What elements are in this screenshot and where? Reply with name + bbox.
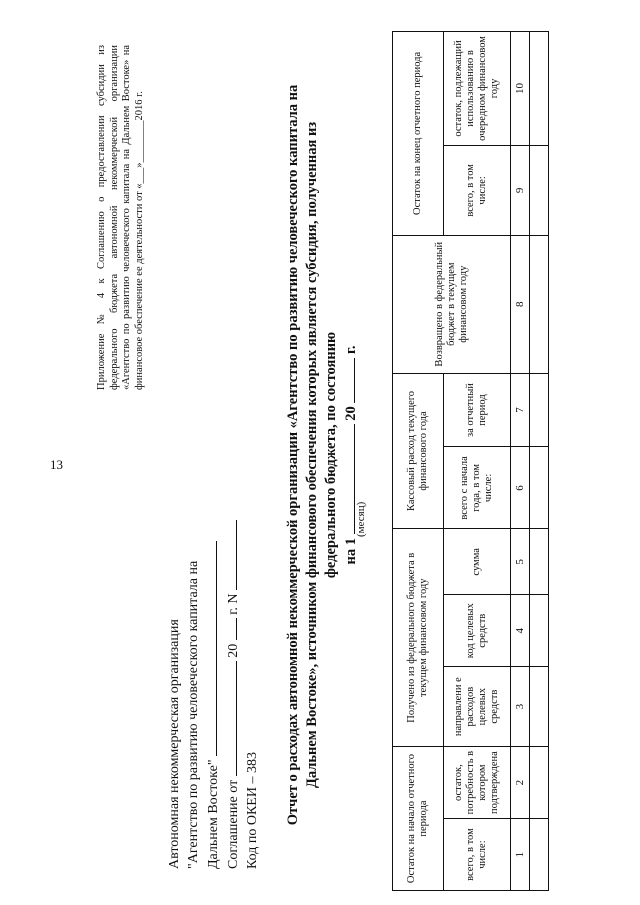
- agreement-year: 20: [226, 643, 241, 658]
- report-date-suffix: г.: [343, 345, 359, 355]
- org-line-1: Автономная некоммерческая организация: [167, 619, 182, 869]
- org-underline: [203, 541, 217, 756]
- report-month-blank: [341, 424, 355, 534]
- table-cell-empty[interactable]: [530, 819, 549, 891]
- group-cash-spent: Кассовый расход текущего финансового года: [393, 373, 444, 529]
- table-row: [530, 32, 549, 891]
- group-received: Получено из федерального бюджета в текущем финансовом году: [393, 529, 444, 747]
- org-line-3-text: Дальнем Востоке": [206, 759, 221, 869]
- agreement-date-blank: [223, 661, 237, 776]
- table-cell-empty[interactable]: [530, 595, 549, 667]
- col-number: 3: [511, 667, 530, 747]
- col-start-confirmed: остаток, потребность в котором подтверждена: [444, 747, 511, 819]
- report-year-blank: [341, 358, 355, 403]
- agreement-number-blank: [223, 520, 237, 590]
- col-received-code: код целевых средств: [444, 595, 511, 667]
- col-number: 1: [511, 819, 530, 891]
- okei-code: Код по ОКЕИ – 383: [245, 752, 260, 869]
- report-title: [284, 65, 361, 845]
- report-year: 20: [343, 406, 359, 421]
- organization-block: [165, 520, 262, 869]
- agreement-number-label: г. N: [226, 593, 241, 615]
- col-spent-period: за отчетный период: [444, 373, 511, 447]
- table-cell-empty[interactable]: [530, 529, 549, 595]
- col-number: 7: [511, 373, 530, 447]
- table-cell-empty[interactable]: [530, 373, 549, 447]
- group-end-balance: Остаток на конец отчетного периода: [393, 32, 444, 236]
- report-title-line-1: Отчет о расходах автономной некоммерческой организации «Агентство по развитию человеческого капитала на: [285, 84, 301, 826]
- col-spent-total: всего с начала года, в том числе:: [444, 447, 511, 529]
- report-table: [392, 31, 549, 891]
- report-date-prefix: на 1: [343, 538, 359, 565]
- group-returned: Возвращено в федеральный бюджет в текущем финансовом году: [393, 235, 511, 373]
- report-title-line-4: [341, 65, 361, 845]
- col-received-sum: сумма: [444, 529, 511, 595]
- report-title-line-3: федерального бюджета, по состоянию: [323, 331, 339, 579]
- column-number-row: [511, 32, 530, 891]
- col-number: 4: [511, 595, 530, 667]
- agreement-line: [223, 520, 243, 869]
- table-cell-empty[interactable]: [530, 235, 549, 373]
- col-start-total: всего, в том числе:: [444, 819, 511, 891]
- table-cell-empty[interactable]: [530, 747, 549, 819]
- org-line-3: [203, 520, 223, 869]
- table-cell-empty[interactable]: [530, 447, 549, 529]
- table-cell-empty[interactable]: [530, 667, 549, 747]
- col-number: 6: [511, 447, 530, 529]
- col-received-direction: направлени е расходов целевых средств: [444, 667, 511, 747]
- col-number: 2: [511, 747, 530, 819]
- table-cell-empty[interactable]: [530, 145, 549, 235]
- table-header-row-1: [393, 32, 444, 891]
- appendix-note: Приложение № 4 к Соглашению о предоставлении субсидии из федерального бюджета автономной некоммерческой организации «Агентство по развитию человеческого капитала на Дальнем Востоке» на финансовое обеспечение ее деятельности от «___»________2016 г.: [96, 45, 145, 390]
- table-cell-empty[interactable]: [530, 32, 549, 146]
- page-number: 13: [50, 457, 63, 472]
- table-header-row-2: [444, 32, 511, 891]
- col-number: 10: [511, 32, 530, 146]
- org-line-2: "Агентство по развитию человеческого капитала на: [186, 560, 201, 869]
- agreement-year-blank: [223, 618, 237, 640]
- col-end-total: всего, в том числе:: [444, 145, 511, 235]
- agreement-prefix: Соглашение от: [226, 779, 241, 869]
- col-number: 5: [511, 529, 530, 595]
- col-end-next-year: остаток, подлежащий использованию в очередном финансовом году: [444, 32, 511, 146]
- col-number: 8: [511, 235, 530, 373]
- col-number: 9: [511, 145, 530, 235]
- group-start-balance: Остаток на начало отчетного периода: [393, 747, 444, 891]
- report-title-line-2: Дальнем Востоке», источником финансового обеспечения которых является субсидия, полученная из: [304, 121, 320, 789]
- month-hint: (месяц): [355, 501, 367, 537]
